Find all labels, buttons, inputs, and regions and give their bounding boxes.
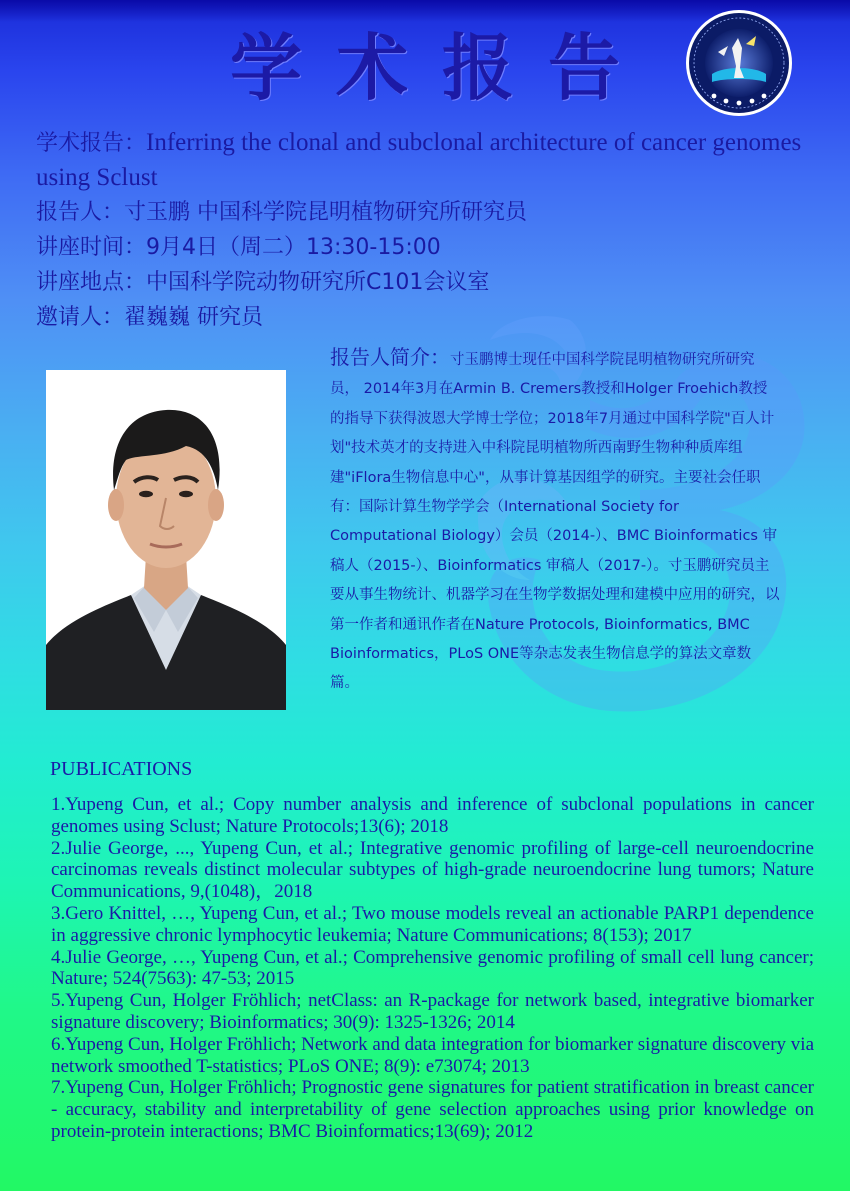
host-row bbox=[36, 300, 826, 335]
speaker-label: 报告人： bbox=[36, 200, 125, 225]
venue-label: 讲座地点： bbox=[36, 270, 147, 295]
publication-item: 1.Yupeng Cun, et al.; Copy number analysis and inference of subclonal populations in cancer genomes using Sclust; Nature Protocols;13(6); 2018 bbox=[51, 794, 814, 837]
publication-list bbox=[51, 794, 814, 1143]
institution-seal-icon bbox=[684, 8, 794, 118]
venue-row bbox=[36, 265, 826, 300]
speaker-portrait-icon bbox=[46, 370, 286, 710]
host-label: 邀请人： bbox=[36, 305, 125, 330]
topic-value: Inferring the clonal and subclonal architecture of cancer genomes using Sclust bbox=[36, 129, 802, 191]
venue-value: 中国科学院动物研究所C101会议室 bbox=[146, 270, 490, 295]
publications-heading: PUBLICATIONS bbox=[50, 758, 193, 780]
page-title: 学术报告 bbox=[229, 25, 654, 110]
topic-label: 学术报告： bbox=[36, 131, 147, 156]
speaker-photo bbox=[46, 370, 286, 710]
publication-item: 6.Yupeng Cun, Holger Fröhlich; Network and data integration for biomarker signature discovery via network smoothed T-statistics; PLoS ONE; 8(9): e73074; 2013 bbox=[51, 1033, 814, 1077]
time-row bbox=[36, 230, 826, 265]
publication-item: 7.Yupeng Cun, Holger Fröhlich; Prognostic gene signatures for patient stratification in breast cancer - accuracy, stability and interpretability of gene selection approaches using prior knowledge on protein-protein interactions; BMC Bioinformatics;13(69); 2012 bbox=[51, 1077, 814, 1142]
publication-item: 3.Gero Knittel, …, Yupeng Cun, et al.; Two mouse models reveal an actionable PARP1 dependence in aggressive chronic lymphocytic leukemia; Nature Communications; 8(153); 2017 bbox=[51, 902, 814, 946]
bio-label: 报告人简介： bbox=[330, 345, 450, 369]
time-value: 9月4日（周二）13:30-15:00 bbox=[146, 235, 441, 260]
speaker-row bbox=[36, 195, 826, 230]
speaker-bio bbox=[330, 343, 780, 699]
publication-item: 4.Julie George, …, Yupeng Cun, et al.; Comprehensive genomic profiling of small cell lung cancer; Nature; 524(7563): 47-53; 2015 bbox=[51, 946, 814, 990]
publication-item: 2.Julie George, ..., Yupeng Cun, et al.; Integrative genomic profiling of large-cell neuroendocrine carcinomas reveals distinct molecular subtypes of high-grade neuroendocrine lung tumors; Nature Communications, 9,(1048)，2018 bbox=[51, 837, 814, 903]
speaker-value: 寸玉鹏 中国科学院昆明植物研究所研究员 bbox=[124, 200, 528, 225]
lecture-info bbox=[36, 126, 826, 335]
time-label: 讲座时间： bbox=[36, 235, 147, 260]
bio-text: 寸玉鹏博士现任中国科学院昆明植物研究所研究员， 2014年3月在Armin B. Cremers教授和Holger Froehich教授的指导下获得波恩大学博士学位；2018年7月通过中国科学院"百人计划"技术英才的支持进入中科院昆明植物所西南野生物种种质库组建"iFlora生物信息中心"，从事计算基因组学的研究。主要社会任职有：国际计算生物学学会（International Society for Computational Biology）会员（2014-）、BMC Bioinformatics 审稿人（2015-）、Bioinformatics 审稿人（2017-）。寸玉鹏研究员主要从事生物统计、机器学习在生物学数据处理和建模中应用的研究，以第一作者和通讯作者在Nature Protocols, Bioinformatics, BMC Bioinformatics，PLoS ONE等杂志发表生物信息学的算法文章数篇。 bbox=[330, 352, 780, 692]
topic-row bbox=[36, 126, 826, 195]
publication-item: 5.Yupeng Cun, Holger Fröhlich; netClass: an R-package for network based, integrative biomarker signature discovery; Bioinformatics; 30(9): 1325-1326; 2014 bbox=[51, 990, 814, 1033]
host-value: 翟巍巍 研究员 bbox=[124, 305, 264, 330]
